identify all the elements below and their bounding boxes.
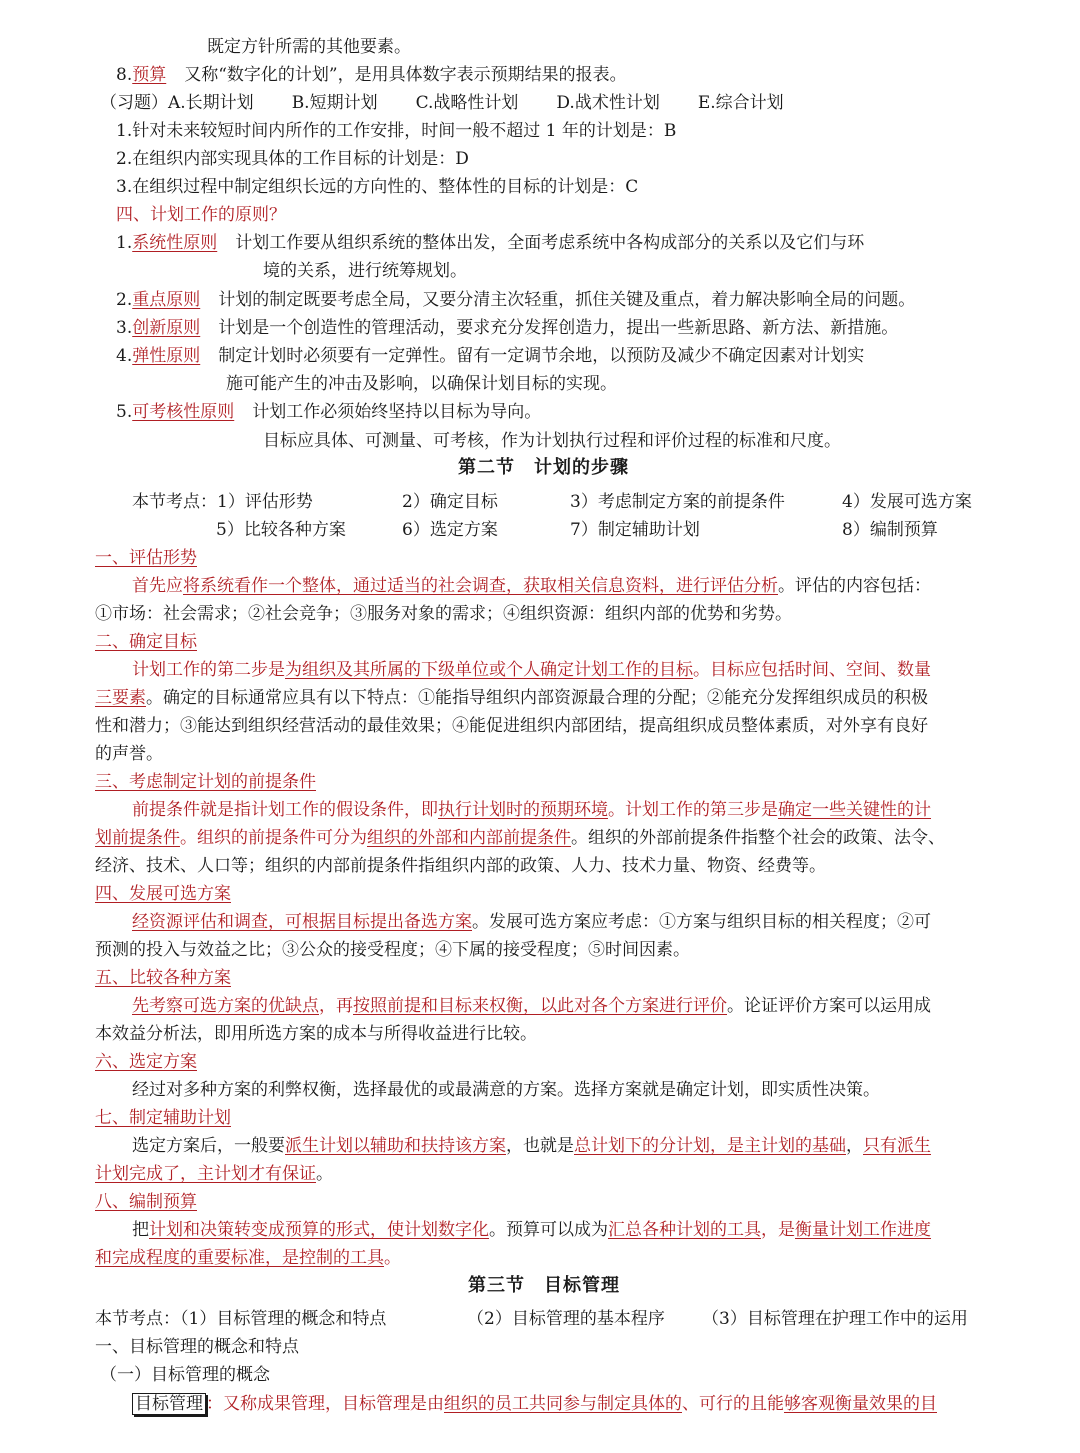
highlighted-text: 三要素 xyxy=(95,688,146,708)
term-focus: 重点原则 xyxy=(132,290,201,310)
highlighted-text: 派生计划以辅助和扶持该方案 xyxy=(285,1136,506,1156)
principle-1 xyxy=(116,231,864,255)
highlighted-text: 划前提条件 xyxy=(95,828,180,848)
text-segment: 选定方案后，一般要 xyxy=(132,1136,285,1156)
highlighted-text: 只有派生 xyxy=(863,1136,931,1156)
option-e: E.综合计划 xyxy=(697,93,784,113)
step-2-line-3: 性和潜力；③能达到组织经营活动的最佳效果；④能促进组织内部团结，提高组织成员整体素质，对外享有良好 xyxy=(95,716,928,736)
text-segment: ，是 xyxy=(761,1220,795,1240)
option-b: B.短期计划 xyxy=(291,93,378,113)
step-heading-8: 八、编制预算 xyxy=(95,1192,197,1212)
key-point-5: 5）比较各种方案 xyxy=(216,520,346,540)
step-1-line-2: ①市场：社会需求；②社会竞争；③服务对象的需求；④组织资源：组织内部的优势和劣势。 xyxy=(95,604,792,624)
principle-5-cont: 目标应具体、可测量、可考核，作为计划执行过程和评价过程的标准和尺度。 xyxy=(263,431,841,451)
step-heading-3: 三、考虑制定计划的前提条件 xyxy=(95,772,316,792)
mbo-subheading: （一）目标管理的概念 xyxy=(100,1365,270,1385)
heading-principles: 四、计划工作的原则？ xyxy=(116,205,286,225)
principle-text: 计划工作要从组织系统的整体出发，全面考虑系统中各构成部分的关系以及它们与环 xyxy=(235,233,865,253)
highlighted-text: 计划完成了，主计划才有保证 xyxy=(95,1164,316,1184)
text-segment: 。评估的内容包括： xyxy=(778,576,931,596)
text-segment: 。 xyxy=(384,1248,401,1268)
option-d: D.战术性计划 xyxy=(556,93,660,113)
exercise-options xyxy=(100,91,784,115)
term-assessable: 可考核性原则 xyxy=(132,402,235,422)
option-a: （习题）A.长期计划 xyxy=(100,93,254,113)
highlighted-text: 组织的员工共同参与制定具体的 xyxy=(444,1394,682,1414)
term-systematic: 系统性原则 xyxy=(132,233,218,253)
key-points-3a: 本节考点：（1）目标管理的概念和特点 xyxy=(95,1309,387,1329)
key-point-3: 3）考虑制定方案的前提条件 xyxy=(570,492,785,512)
highlighted-text: 先考察可选方案的优缺点 xyxy=(132,996,319,1016)
text-segment: ，也就是 xyxy=(506,1136,574,1156)
term-flexibility: 弹性原则 xyxy=(132,346,201,366)
step-2-line-4: 的声誉。 xyxy=(95,744,163,764)
step-2-line-2 xyxy=(95,686,928,710)
text-segment: 把 xyxy=(132,1220,149,1240)
principle-text: 计划是一个创造性的管理活动，要求充分发挥创造力，提出一些新思路、新方法、新措施。 xyxy=(218,318,899,338)
highlighted-text: 和完成程度的重要标准，是控制的工具 xyxy=(95,1248,384,1268)
key-point-1: 本节考点：1）评估形势 xyxy=(132,492,313,512)
item-number: 3. xyxy=(116,318,133,338)
step-6-line-1: 经过对多种方案的利弊权衡，选择最优的或最满意的方案。选择方案就是确定计划，即实质性决策。 xyxy=(132,1080,880,1100)
principle-3 xyxy=(116,316,898,340)
question-1: 1.针对未来较短时间内所作的工作安排，时间一般不超过 1 年的计划是：B xyxy=(116,121,677,141)
highlighted-text: 衡量计划工作进度 xyxy=(795,1220,931,1240)
step-5-line-1 xyxy=(132,994,931,1018)
principle-text: 计划的制定既要考虑全局，又要分清主次轻重，抓住关键及重点，着力解决影响全局的问题。 xyxy=(218,290,916,310)
text-segment: 。计划工作的第三步是 xyxy=(608,800,778,820)
section-title-3: 第三节 目标管理 xyxy=(468,1275,620,1296)
question-2: 2.在组织内部实现具体的工作目标的计划是：D xyxy=(116,149,469,169)
highlighted-text: 为组织及其所属的下级单位或个人确定计划工作的目标 xyxy=(285,660,693,680)
key-points-3c: （3）目标管理在护理工作中的运用 xyxy=(702,1309,968,1329)
step-heading-1: 一、评估形势 xyxy=(95,548,197,568)
text-segment: 。组织的前提条件可分为 xyxy=(180,828,367,848)
step-3-line-2 xyxy=(95,826,945,850)
step-8-line-2 xyxy=(95,1246,401,1270)
definition-text: 又称“数字化的计划”，是用具体数字表示预期结果的报表。 xyxy=(184,65,627,85)
term-mbo: 目标管理 xyxy=(132,1393,206,1415)
principle-4-cont: 施可能产生的冲击及影响，以确保计划目标的实现。 xyxy=(226,374,617,394)
step-heading-6: 六、选定方案 xyxy=(95,1052,197,1072)
text-segment: ， xyxy=(846,1136,863,1156)
item-number: 4. xyxy=(116,346,133,366)
text-segment: 。目标应包括时间、空间、数量 xyxy=(693,660,931,680)
text-segment: ：又称成果管理，目标管理是由 xyxy=(206,1394,444,1414)
highlighted-text: 将系统看作一个整体，通过适当的社会调查，获取相关信息资料，进行评估分析 xyxy=(183,576,778,596)
text-segment: 。论证评价方案可以运用成 xyxy=(727,996,931,1016)
text-line: 既定方针所需的其他要素。 xyxy=(207,37,411,57)
text-segment: 。预算可以成为 xyxy=(489,1220,608,1240)
step-5-line-2: 本效益分析法，即用所选方案的成本与所得收益进行比较。 xyxy=(95,1024,537,1044)
step-heading-7: 七、制定辅助计划 xyxy=(95,1108,231,1128)
step-3-line-1 xyxy=(132,798,931,822)
step-heading-4: 四、发展可选方案 xyxy=(95,884,231,904)
step-heading-2: 二、确定目标 xyxy=(95,632,197,652)
key-point-8: 8）编制预算 xyxy=(842,520,938,540)
step-4-line-1 xyxy=(132,910,931,934)
highlighted-text: 按照前提和目标来权衡，以此对各个方案进行评价 xyxy=(353,996,727,1016)
highlighted-text: 执行计划时的预期环境 xyxy=(438,800,608,820)
key-point-2: 2）确定目标 xyxy=(402,492,498,512)
text-segment: 、可行的且能 xyxy=(682,1394,784,1414)
highlighted-text: 总计划下的分计划，是主计划的基础 xyxy=(574,1136,846,1156)
mbo-heading: 一、目标管理的概念和特点 xyxy=(95,1337,299,1357)
text-segment: 。组织的外部前提条件指整个社会的政策、法令、 xyxy=(571,828,945,848)
item-number: 1. xyxy=(116,233,133,253)
principle-text: 计划工作必须始终坚持以目标为导向。 xyxy=(252,402,542,422)
text-segment: 首先应 xyxy=(132,576,183,596)
highlighted-text: 够客观衡量效果的目 xyxy=(784,1394,937,1414)
section-title-2: 第二节 计划的步骤 xyxy=(458,457,629,478)
step-2-line-1 xyxy=(132,658,931,682)
mbo-definition xyxy=(132,1392,937,1416)
principle-2 xyxy=(116,288,915,312)
principle-text: 制定计划时必须要有一定弹性。留有一定调节余地，以预防及减少不确定因素对计划实 xyxy=(218,346,865,366)
principle-1-cont: 境的关系，进行统筹规划。 xyxy=(263,261,467,281)
key-point-4: 4）发展可选方案 xyxy=(842,492,972,512)
step-4-line-2: 预测的投入与效益之比；③公众的接受程度；④下属的接受程度；⑤时间因素。 xyxy=(95,940,690,960)
term-innovation: 创新原则 xyxy=(132,318,201,338)
item-number: 8. xyxy=(116,65,133,85)
term-budget: 预算 xyxy=(132,65,167,85)
highlighted-text: 汇总各种计划的工具 xyxy=(608,1220,761,1240)
text-segment: 计划工作的第二步是 xyxy=(132,660,285,680)
step-7-line-2 xyxy=(95,1162,333,1186)
key-point-6: 6）选定方案 xyxy=(402,520,498,540)
principle-5 xyxy=(116,400,541,424)
text-segment: 。 xyxy=(316,1164,333,1184)
option-c: C.战略性计划 xyxy=(415,93,519,113)
highlighted-text: 经资源评估和调查，可根据目标提出备选方案 xyxy=(132,912,472,932)
key-points-3b: （2）目标管理的基本程序 xyxy=(467,1309,665,1329)
question-3: 3.在组织过程中制定组织长远的方向性的、整体性的目标的计划是：C xyxy=(116,177,639,197)
step-heading-5: 五、比较各种方案 xyxy=(95,968,231,988)
budget-definition xyxy=(116,63,627,87)
step-8-line-1 xyxy=(132,1218,931,1242)
highlighted-text: 组织的外部和内部前提条件 xyxy=(367,828,571,848)
text-segment: 。确定的目标通常应具有以下特点：①能指导组织内部资源最合理的分配；②能充分发挥组织成员的积极 xyxy=(146,688,928,708)
item-number: 5. xyxy=(116,402,133,422)
principle-4 xyxy=(116,344,864,368)
text-segment: 。发展可选方案应考虑：①方案与组织目标的相关程度；②可 xyxy=(472,912,931,932)
highlighted-text: 计划和决策转变成预算的形式，使计划数字化 xyxy=(149,1220,489,1240)
text-segment: ，再 xyxy=(319,996,353,1016)
item-number: 2. xyxy=(116,290,133,310)
step-7-line-1 xyxy=(132,1134,931,1158)
step-3-line-3: 经济、技术、人口等；组织的内部前提条件指组织内部的政策、人力、技术力量、物资、经费等。 xyxy=(95,856,826,876)
key-point-7: 7）制定辅助计划 xyxy=(570,520,700,540)
text-segment: 前提条件就是指计划工作的假设条件，即 xyxy=(132,800,438,820)
highlighted-text: 确定一些关键性的计 xyxy=(778,800,931,820)
step-1-line-1 xyxy=(132,574,931,598)
key-points xyxy=(132,490,313,514)
